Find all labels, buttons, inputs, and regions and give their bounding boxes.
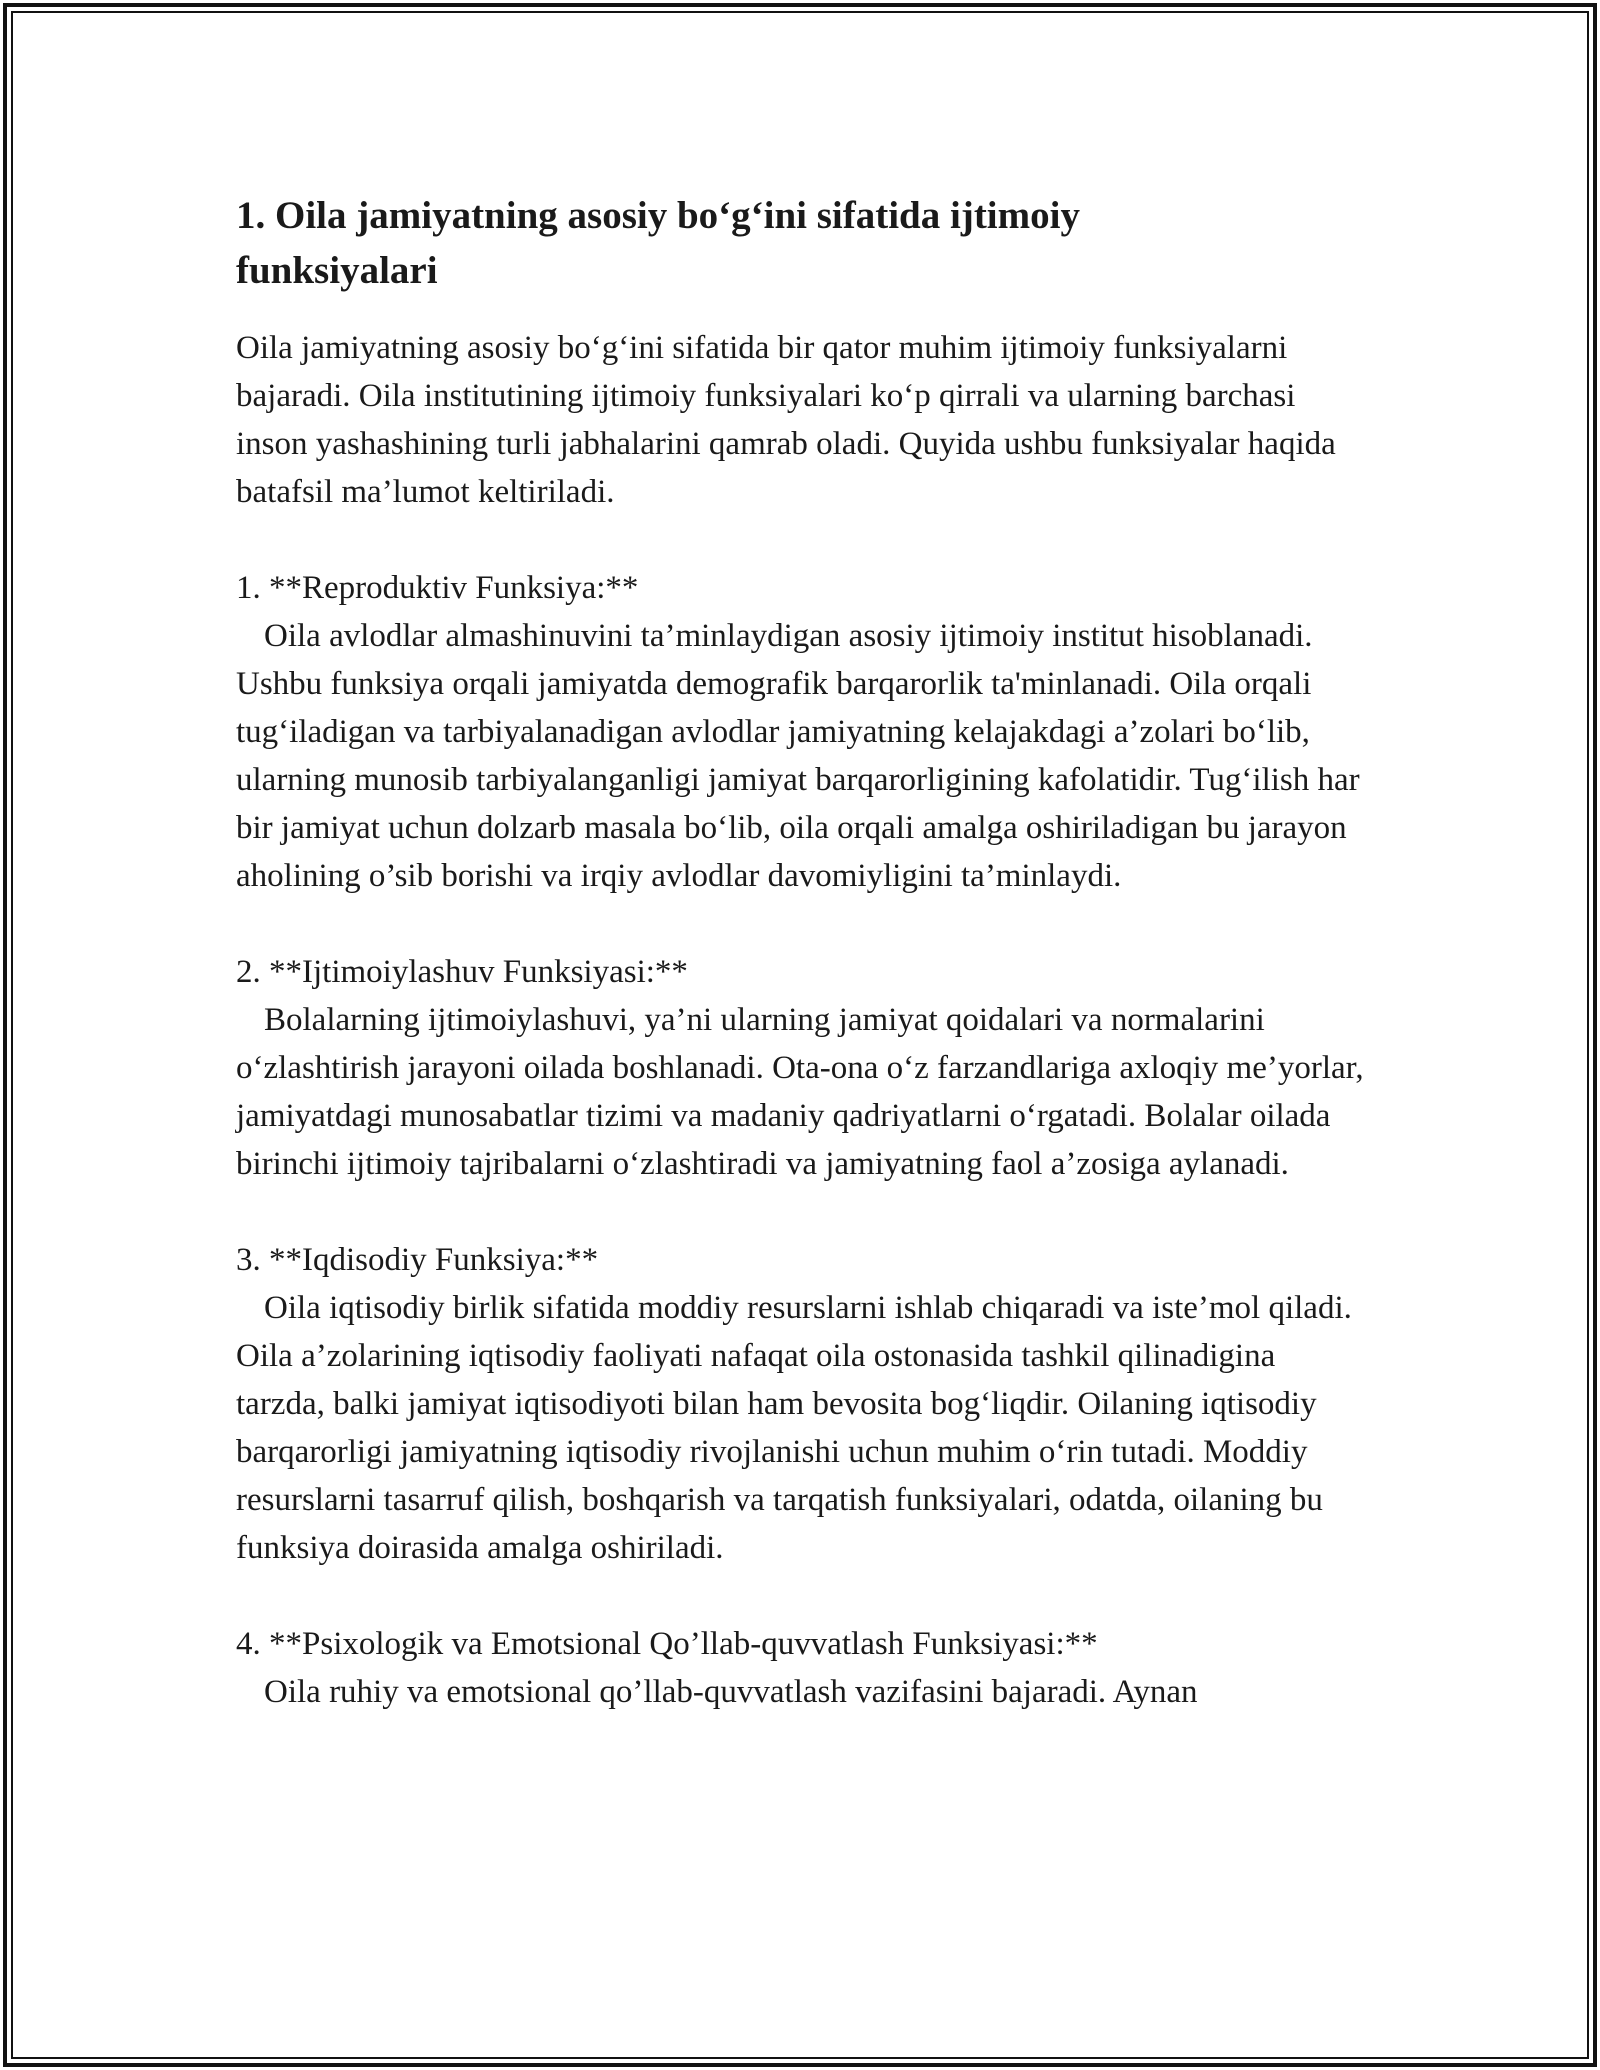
section-body: Oila ruhiy va emotsional qo’llab-quvvatlash vazifasini bajaradi. Aynan	[264, 1674, 1198, 1710]
section-body: Bolalarning ijtimoiylashuvi, ya’ni ularning jamiyat qoidalari va normalarini o‘zlashtirish jarayoni oilada boshlanadi. Ota-ona o‘z farzandlariga axloqiy me’yorlar, jamiyatdagi munosabatlar tizimi va madaniy qadriyatlarni o‘rgatadi. Bolalar oilada birinchi ijtimoiy tajribalarni o‘zlashtiradi va jamiyatning faol a’zosiga aylanadi.	[236, 1002, 1364, 1182]
section-socialization	[236, 948, 1366, 1188]
section-body: Oila iqtisodiy birlik sifatida moddiy resurslarni ishlab chiqaradi va iste’mol qiladi. Oila a’zolarining iqtisodiy faoliyati nafaqat oila ostonasida tashkil qilinadigina tarzda, balki jamiyat iqtisodiyoti bilan ham bevosita bog‘liqdir. Oilaning iqtisodiy barqarorligi jamiyatning iqtisodiy rivojlanishi uchun muhim o‘rin tutadi. Moddiy resurslarni tasarruf qilish, boshqarish va tarqatish funksiyalari, odatda, oilaning bu funksiya doirasida amalga oshiriladi.	[236, 1290, 1352, 1566]
spacer	[236, 516, 1366, 564]
document-body	[236, 188, 1366, 1716]
section-reproductive	[236, 564, 1366, 900]
section-economic	[236, 1236, 1366, 1572]
intro-paragraph: Oila jamiyatning asosiy bo‘g‘ini sifatida bir qator muhim ijtimoiy funksiyalarni bajaradi. Oila institutining ijtimoiy funksiyalari ko‘p qirrali va ularning barchasi inson yashashining turli jabhalarini qamrab oladi. Quyida ushbu funksiyalar haqida batafsil ma’lumot keltiriladi.	[236, 330, 1336, 510]
section-title: 3. **Iqdisodiy Funksiya:**	[236, 1242, 599, 1278]
section-title: 1. **Reproduktiv Funksiya:**	[236, 570, 639, 606]
spacer	[236, 900, 1366, 948]
section-title: 2. **Ijtimoiylashuv Funksiyasi:**	[236, 954, 688, 990]
section-title: 4. **Psixologik va Emotsional Qo’llab-quvvatlash Funksiyasi:**	[236, 1626, 1098, 1662]
spacer	[236, 1188, 1366, 1236]
spacer	[236, 1572, 1366, 1620]
document-heading: 1. Oila jamiyatning asosiy bo‘g‘ini sifatida ijtimoiy funksiyalari	[236, 194, 1080, 292]
section-psychological	[236, 1620, 1366, 1716]
section-body: Oila avlodlar almashinuvini ta’minlaydigan asosiy ijtimoiy institut hisoblanadi. Ushbu funksiya orqali jamiyatda demografik barqarorlik ta'minlanadi. Oila orqali tug‘iladigan va tarbiyalanadigan avlodlar jamiyatning kelajakdagi a’zolari bo‘lib, ularning munosib tarbiyalanganligi jamiyat barqarorligining kafolatidir. Tug‘ilish har bir jamiyat uchun dolzarb masala bo‘lib, oila orqali amalga oshiriladigan bu jarayon aholining o’sib borishi va irqiy avlodlar davomiyligini ta’minlaydi.	[236, 618, 1360, 894]
